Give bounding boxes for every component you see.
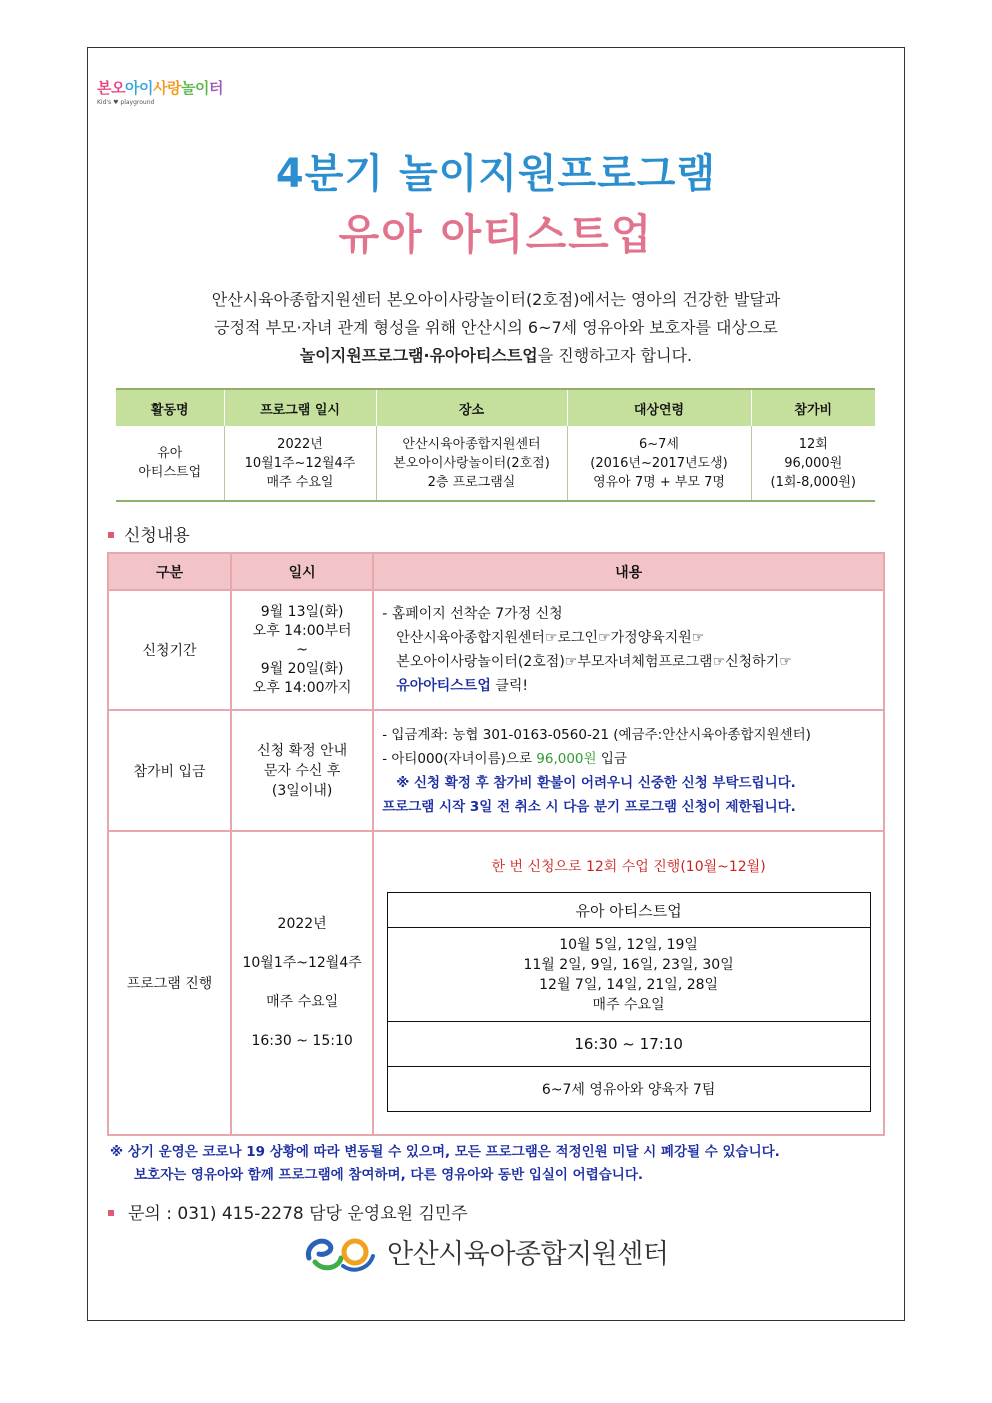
playground-logo: [97, 77, 223, 106]
fee-dates: 신청 확정 안내 문자 수신 후 (3일이내): [231, 710, 373, 831]
refund-warning: ※ 신청 확정 후 참가비 환불이 어려우니 신중한 신청 부탁드립니다.: [396, 774, 796, 791]
logo-part: 놀이: [180, 79, 209, 97]
overview-age: 6~7세 (2016년~2017년도생) 영유아 7명 + 부모 7명: [567, 426, 751, 501]
bullet-square-icon: [108, 532, 114, 538]
program-box-title: 유아 아티스트업: [387, 893, 870, 928]
intro-line: 안산시육아종합지원센터 본오아이사랑놀이터(2호점)에서는 영아의 건강한 발달과: [211, 290, 781, 309]
overview-fee: 12회 96,000원 (1회-8,000원): [751, 426, 875, 501]
overview-header-age: 대상연령: [567, 389, 751, 426]
cancel-warning: 프로그램 시작 3일 전 취소 시 다음 분기 프로그램 신청이 제한됩니다.: [382, 798, 796, 815]
section-heading: 신청내용: [108, 521, 190, 546]
fee-content: - 입금계좌: 농협 301-0163-0560-21 (예금주:안산시육아종합지원센터) - 아티000(자녀이름)으로 96,000원 입금 ※ 신청 확정 후 참가비 환불이 어려우니 신중한 신청 부탁드립니다. 프로그램 시작 3일 전 취소 시 다음 분기 프로그램 신청이 제한됩니다.: [373, 710, 884, 831]
overview-header-activity: 활동명: [116, 389, 224, 426]
overview-place: 안산시육아종합지원센터 본오아이사랑놀이터(2호점) 2층 프로그램실: [376, 426, 567, 501]
overview-header-fee: 참가비: [751, 389, 875, 426]
program-label: 프로그램 진행: [108, 831, 231, 1135]
overview-header-row: [116, 389, 875, 426]
title-line-2: 유아 아티스트업: [338, 210, 654, 259]
intro-line: 놀이지원프로그램·유아아티스트업을 진행하고자 합니다.: [299, 346, 693, 365]
footer-org-logo: [303, 1228, 668, 1274]
application-header-category: 구분: [108, 553, 231, 590]
application-fee-row: [108, 710, 884, 831]
overview-header-place: 장소: [376, 389, 567, 426]
logo-part: 아이: [124, 79, 153, 97]
application-program-row: [108, 831, 884, 1135]
logo-part: 사랑: [152, 79, 181, 97]
program-schedule-box: [387, 892, 871, 1112]
intro-program-name: 놀이지원프로그램·유아아티스트업: [299, 346, 538, 365]
application-table: [107, 552, 885, 1136]
application-header-date: 일시: [231, 553, 373, 590]
program-headline: 한 번 신청으로 12회 수업 진행(10월~12월): [491, 859, 766, 875]
fee-label: 참가비 입금: [108, 710, 231, 831]
fee-amount: 96,000원: [536, 750, 597, 767]
logo-part: 본오: [97, 79, 125, 97]
application-header-row: [108, 553, 884, 590]
title-line-1: 4분기 놀이지원프로그램: [275, 151, 717, 197]
intro-paragraph: [120, 286, 872, 370]
overview-row: [116, 426, 875, 501]
notice: [110, 1141, 890, 1187]
overview-schedule: 2022년 10월1주~12월4주 매주 수요일: [224, 426, 376, 501]
program-content: [373, 831, 884, 1135]
application-period-row: [108, 590, 884, 710]
period-content: - 홈페이지 선착순 7가정 신청 안산시육아종합지원센터☞로그인☞가정양육지원☞ 본오아이사랑놀이터(2호점)☞부모자녀체험프로그램☞신청하기☞ 유아아티스트업 클릭!: [373, 590, 884, 710]
org-swirl-icon: [303, 1228, 377, 1274]
program-time: 16:30 ~ 17:10: [387, 1022, 870, 1067]
logo-subtitle: Kid's ♥ playground: [97, 99, 155, 106]
footer-org-name: 안산시육아종합지원센터: [387, 1238, 669, 1270]
contact-info: 문의 : 031) 415-2278 담당 운영요원 김민주: [108, 1199, 468, 1224]
period-label: 신청기간: [108, 590, 231, 710]
intro-line: 긍정적 부모·자녀 관계 형성을 위해 안산시의 6~7세 영유아와 보호자를 대상으로: [214, 318, 778, 337]
notice-line: ※ 상기 운영은 코로나 19 상황에 따라 변동될 수 있으며, 모든 프로그램은 적정인원 미달 시 폐강될 수 있습니다.: [110, 1144, 780, 1160]
program-target: 6~7세 영유아와 양육자 7팀: [387, 1067, 870, 1112]
bullet-square-icon: [108, 1210, 114, 1216]
notice-line: 보호자는 영유아와 함께 프로그램에 참여하며, 다른 영유아와 동반 입실이 어렵습니다.: [134, 1167, 643, 1183]
program-schedule-dates: 10월 5일, 12일, 19일 11월 2일, 9일, 16일, 23일, 30일 12월 7일, 14일, 21일, 28일 매주 수요일: [387, 928, 870, 1022]
overview-header-schedule: 프로그램 일시: [224, 389, 376, 426]
overview-table: [116, 388, 875, 502]
homepage-link[interactable]: 유아아티스트업: [396, 678, 491, 694]
overview-activity: 유아 아티스트업: [116, 426, 224, 501]
period-dates: 9월 13일(화) 오후 14:00부터 ~ 9월 20일(화) 오후 14:00까지: [231, 590, 373, 710]
logo-part: 터: [208, 79, 223, 97]
program-dates: 2022년 10월1주~12월4주 매주 수요일 16:30 ~ 15:10: [231, 831, 373, 1135]
application-header-content: 내용: [373, 553, 884, 590]
